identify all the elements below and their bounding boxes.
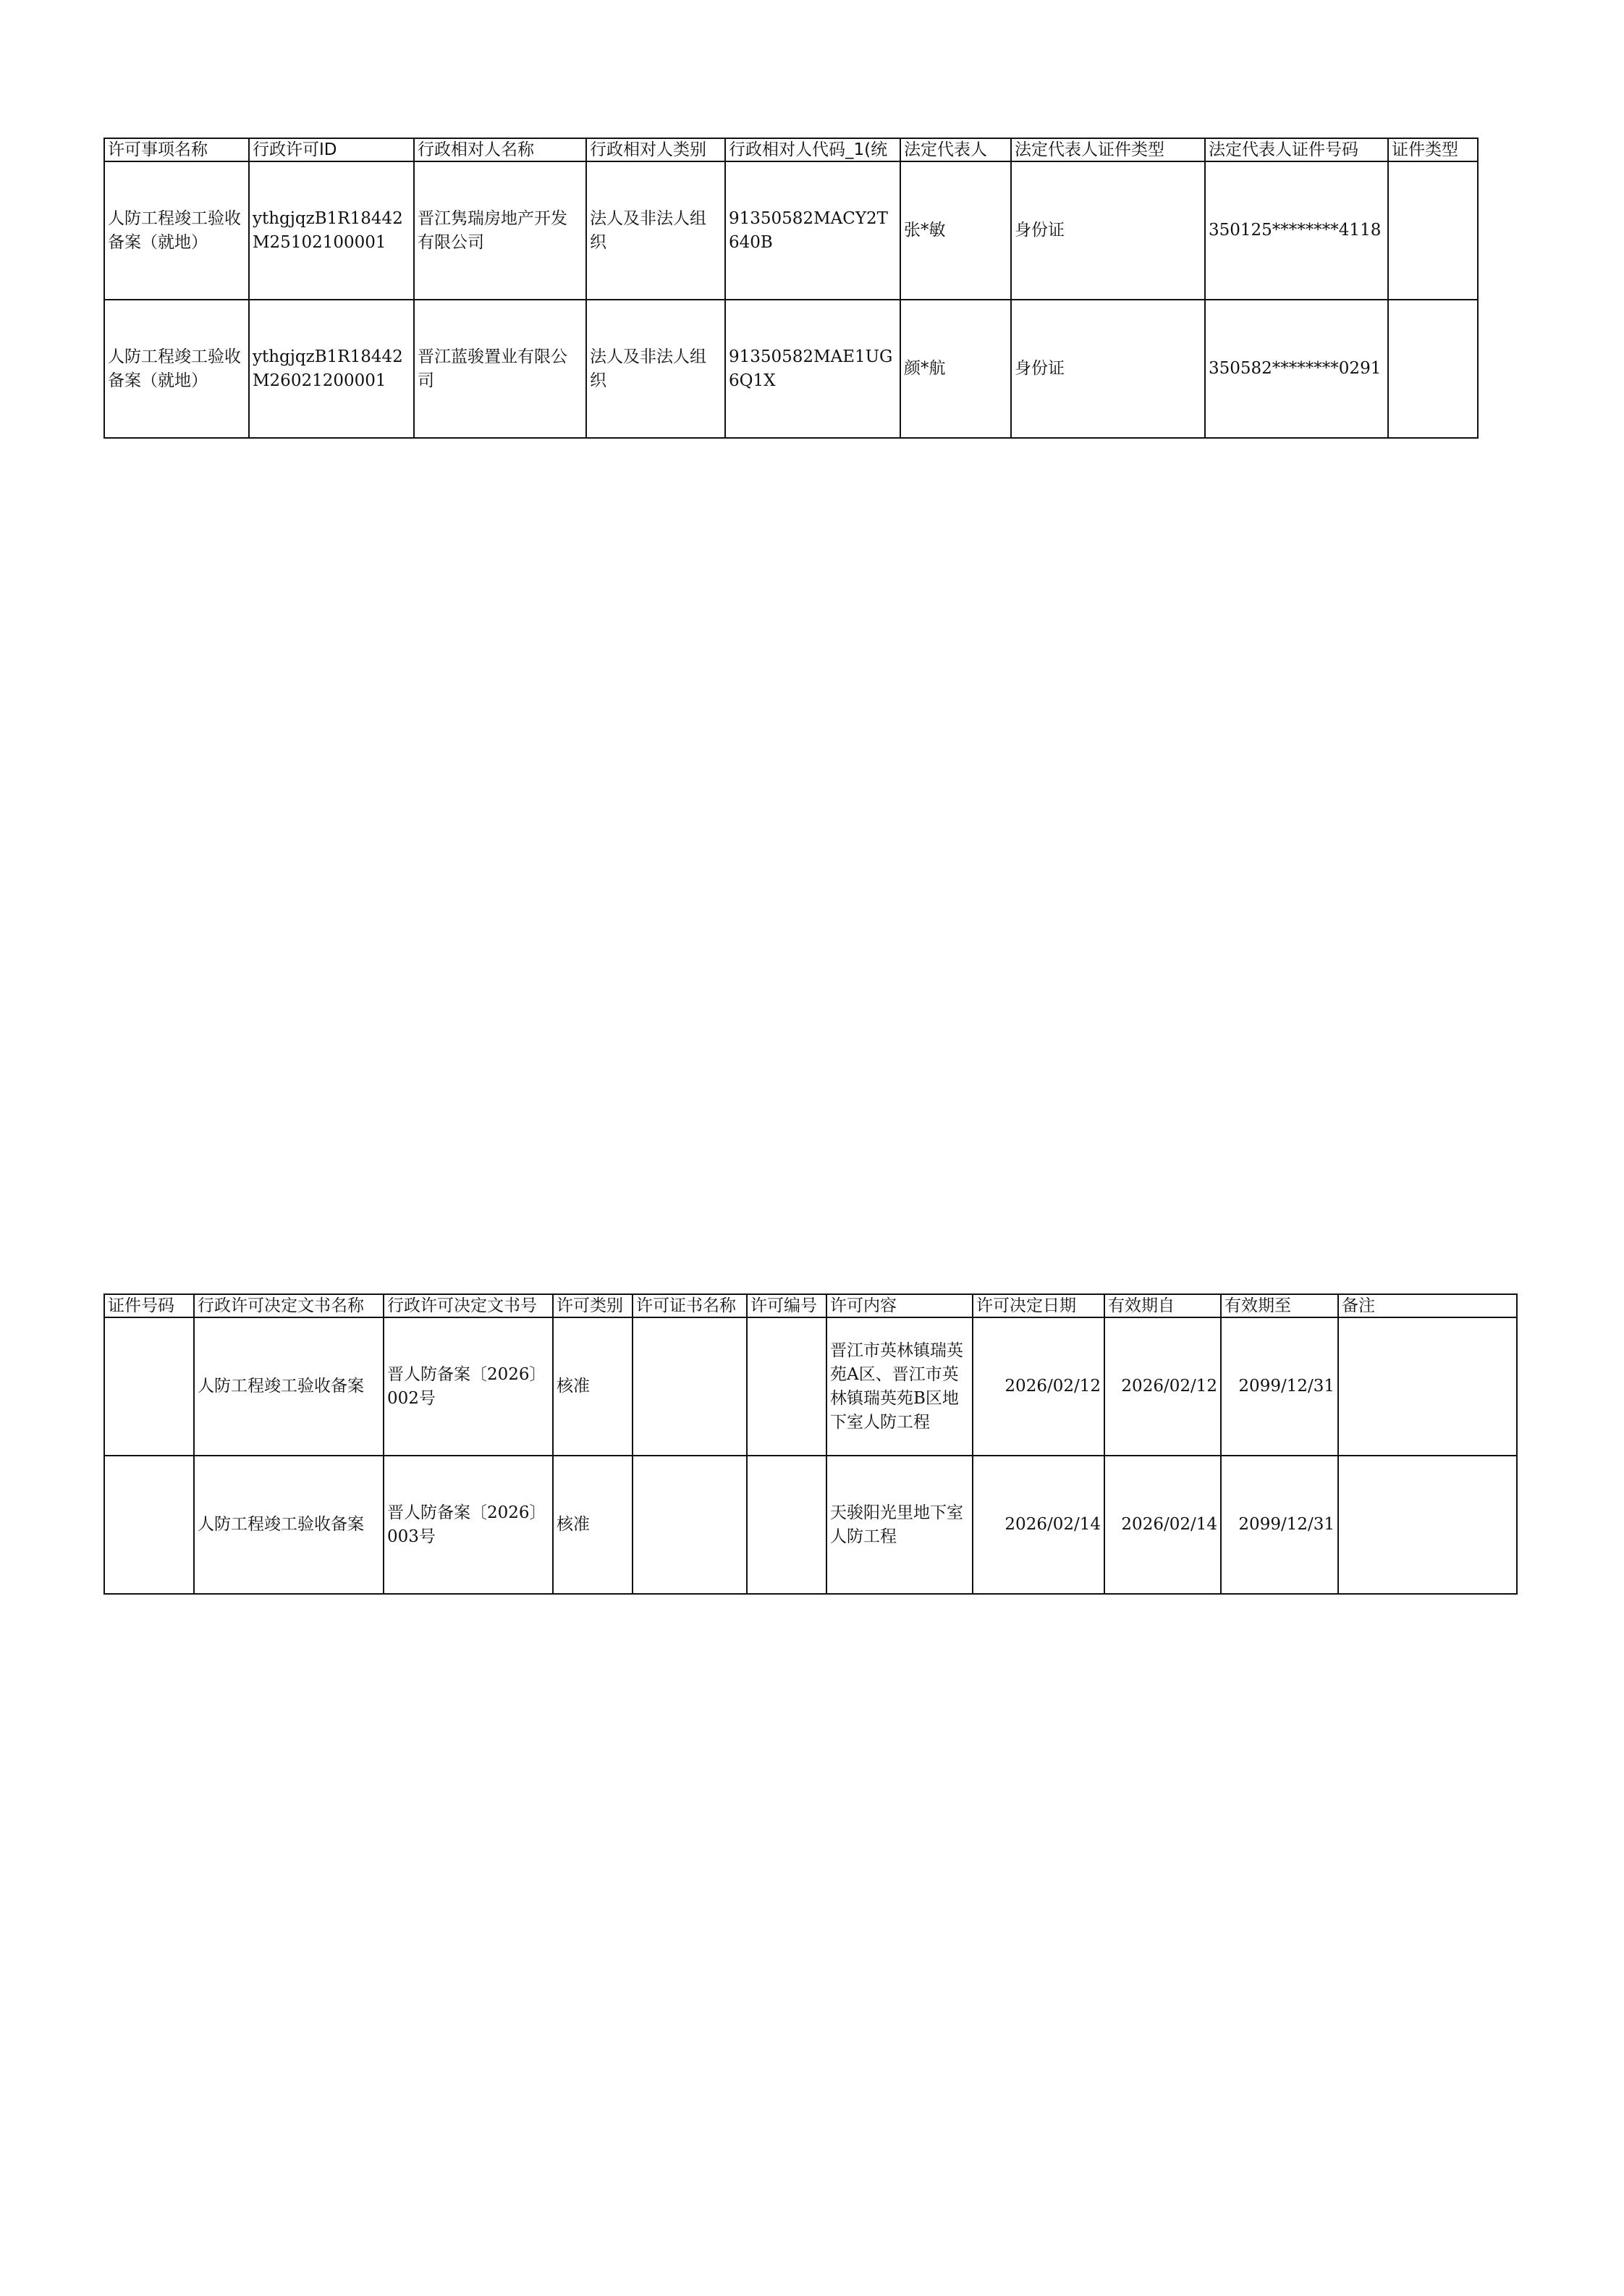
table-cell: 身份证: [1011, 161, 1205, 300]
permit-info-table: [103, 138, 1479, 439]
header-cell: 证件号码: [104, 1294, 194, 1317]
table-cell: 晋江市英林镇瑞英苑A区、晋江市英林镇瑞英苑B区地下室人防工程: [826, 1317, 973, 1456]
table-cell: 人防工程竣工验收备案（就地）: [104, 300, 249, 438]
header-cell: 许可内容: [826, 1294, 973, 1317]
table-cell: 2099/12/31: [1221, 1456, 1338, 1594]
header-cell: 许可类别: [553, 1294, 633, 1317]
table-cell: 张*敏: [900, 161, 1011, 300]
table-cell: 人防工程竣工验收备案: [194, 1456, 384, 1594]
table-cell: [1388, 300, 1478, 438]
table-cell: 天骏阳光里地下室人防工程: [826, 1456, 973, 1594]
header-cell: 行政许可决定文书号: [384, 1294, 553, 1317]
table-row: [104, 300, 1478, 438]
table-cell: 晋人防备案〔2026〕003号: [384, 1456, 553, 1594]
permit-decision-table: [103, 1293, 1518, 1595]
table-cell: [633, 1317, 747, 1456]
table-cell: 91350582MAE1UG6Q1X: [725, 300, 900, 438]
table-cell: 身份证: [1011, 300, 1205, 438]
table-cell: 2026/02/14: [1104, 1456, 1221, 1594]
header-cell: 行政相对人类别: [586, 138, 725, 161]
table-cell: 2026/02/14: [973, 1456, 1104, 1594]
table-cell: [747, 1456, 826, 1594]
table-cell: 350125********4118: [1205, 161, 1388, 300]
table-cell: [633, 1456, 747, 1594]
header-cell: 行政相对人名称: [414, 138, 586, 161]
table-cell: [1338, 1317, 1517, 1456]
table-cell: [747, 1317, 826, 1456]
table-cell: 2099/12/31: [1221, 1317, 1338, 1456]
table-cell: 法人及非法人组织: [586, 300, 725, 438]
header-cell: 证件类型: [1388, 138, 1478, 161]
table-cell: ythgjqzB1R18442M26021200001: [249, 300, 414, 438]
header-cell: 许可证书名称: [633, 1294, 747, 1317]
table-cell: 晋江隽瑞房地产开发有限公司: [414, 161, 586, 300]
header-cell: 备注: [1338, 1294, 1517, 1317]
table-header-row: [104, 138, 1478, 161]
table-header-row: [104, 1294, 1517, 1317]
table-row: [104, 1456, 1517, 1594]
table-cell: [104, 1317, 194, 1456]
table-cell: 2026/02/12: [973, 1317, 1104, 1456]
header-cell: 许可决定日期: [973, 1294, 1104, 1317]
header-cell: 许可事项名称: [104, 138, 249, 161]
header-cell: 许可编号: [747, 1294, 826, 1317]
header-cell: 法定代表人: [900, 138, 1011, 161]
header-cell: 行政许可ID: [249, 138, 414, 161]
header-cell: 法定代表人证件号码: [1205, 138, 1388, 161]
table-cell: 核准: [553, 1456, 633, 1594]
table-cell: [1388, 161, 1478, 300]
table-cell: 人防工程竣工验收备案: [194, 1317, 384, 1456]
header-cell: 行政相对人代码_1(统: [725, 138, 900, 161]
table-cell: [104, 1456, 194, 1594]
table-cell: [1338, 1456, 1517, 1594]
table-cell: 2026/02/12: [1104, 1317, 1221, 1456]
table-cell: 法人及非法人组织: [586, 161, 725, 300]
header-cell: 法定代表人证件类型: [1011, 138, 1205, 161]
header-cell: 有效期自: [1104, 1294, 1221, 1317]
table-cell: 核准: [553, 1317, 633, 1456]
table-cell: 晋江蓝骏置业有限公司: [414, 300, 586, 438]
table-cell: ythgjqzB1R18442M25102100001: [249, 161, 414, 300]
header-cell: 有效期至: [1221, 1294, 1338, 1317]
table-cell: 350582********0291: [1205, 300, 1388, 438]
table-cell: 颜*航: [900, 300, 1011, 438]
table-row: [104, 161, 1478, 300]
table-row: [104, 1317, 1517, 1456]
table-cell: 晋人防备案〔2026〕002号: [384, 1317, 553, 1456]
table-cell: 91350582MACY2T640B: [725, 161, 900, 300]
header-cell: 行政许可决定文书名称: [194, 1294, 384, 1317]
table-cell: 人防工程竣工验收备案（就地）: [104, 161, 249, 300]
